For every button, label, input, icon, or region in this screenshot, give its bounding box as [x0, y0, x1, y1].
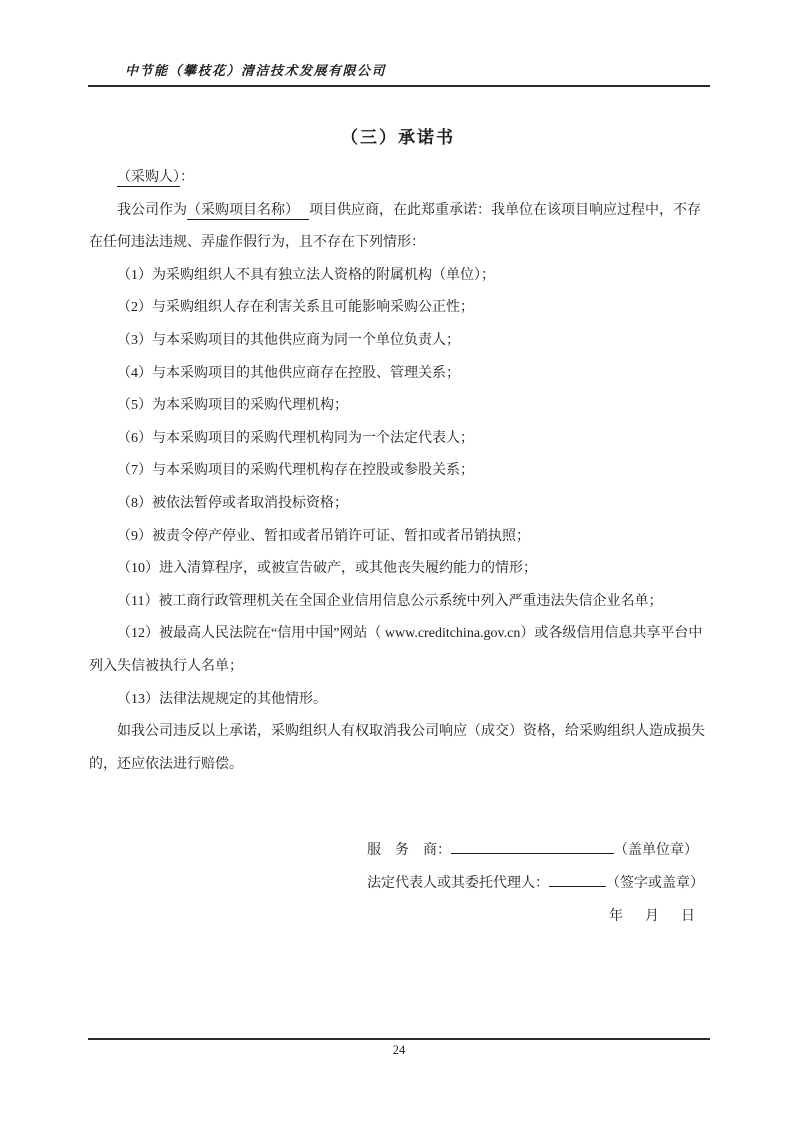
representative-signature-line: [367, 867, 707, 900]
commitment-item: （13）法律法规规定的其他情形。: [117, 691, 327, 707]
project-name-placeholder: （采购项目名称）: [187, 203, 309, 220]
supplier-label: 服 务 商：: [367, 843, 451, 858]
commitment-item: （7）与本采购项目的采购代理机构存在控股或参股关系；: [117, 463, 474, 479]
salutation-underlined: （采购人）: [117, 170, 180, 185]
commitment-item: （1）为采购组织人不具有独立法人资格的附属机构（单位）；: [117, 267, 495, 283]
commitment-item: （6）与本采购项目的采购代理机构同为一个法定代表人；: [117, 430, 474, 446]
signature-block: [367, 834, 707, 933]
commitment-item: （8）被依法暂停或者取消投标资格；: [117, 495, 348, 511]
intro-paragraph: [89, 195, 707, 260]
closing-paragraph: 如我公司违反以上承诺，采购组织人有权取消我公司响应（成交）资格，给采购组织人造成损失的，还应依法进行赔偿。: [89, 724, 705, 772]
doc-title: （三）承诺书: [341, 128, 455, 147]
intro-after: 项目供应商，在此郑重承诺：我单位在该项目响应过程中，不存在任何违法违规、弄虚作假行为，且不存在下列情形：: [89, 202, 701, 251]
document-body: [89, 118, 707, 781]
intro-before: 我公司作为: [117, 202, 187, 218]
supplier-blank-line: [451, 840, 614, 854]
date-line: 年 月 日: [609, 909, 699, 924]
supplier-signature-line: [367, 834, 707, 867]
commitment-item: （2）与采购组织人存在利害关系且可能影响采购公正性；: [117, 300, 474, 316]
page-number: 24: [392, 1043, 406, 1057]
representative-stamp-note: （签字或盖章）: [606, 876, 704, 891]
commitment-item: （4）与本采购项目的其他供应商存在控股、管理关系；: [117, 365, 460, 381]
salutation-line: [89, 162, 707, 195]
representative-blank-line: [549, 873, 606, 887]
commitment-item: （12）被最高人民法院在“信用中国”网站（ www.creditchina.gov.cn）或各级信用信息共享平台中列入失信被执行人名单；: [89, 626, 703, 674]
page-footer: [88, 1038, 710, 1058]
commitment-item: （11）被工商行政管理机关在全国企业信用信息公示系统中列入严重违法失信企业名单；: [117, 593, 663, 609]
company-name: 中节能（攀枝花）清洁技术发展有限公司: [125, 63, 387, 78]
commitment-item: （5）为本采购项目的采购代理机构；: [117, 398, 348, 414]
supplier-stamp-note: （盖单位章）: [614, 843, 698, 858]
page-header: [88, 60, 710, 87]
commitment-item: （10）进入清算程序，或被宣告破产，或其他丧失履约能力的情形；: [117, 561, 537, 577]
salutation-colon: ：: [180, 170, 194, 185]
representative-label: 法定代表人或其委托代理人：: [367, 876, 549, 891]
commitment-item: （9）被责令停产停业、暂扣或者吊销许可证、暂扣或者吊销执照；: [117, 528, 530, 544]
commitment-item: （3）与本采购项目的其他供应商为同一个单位负责人；: [117, 332, 460, 348]
